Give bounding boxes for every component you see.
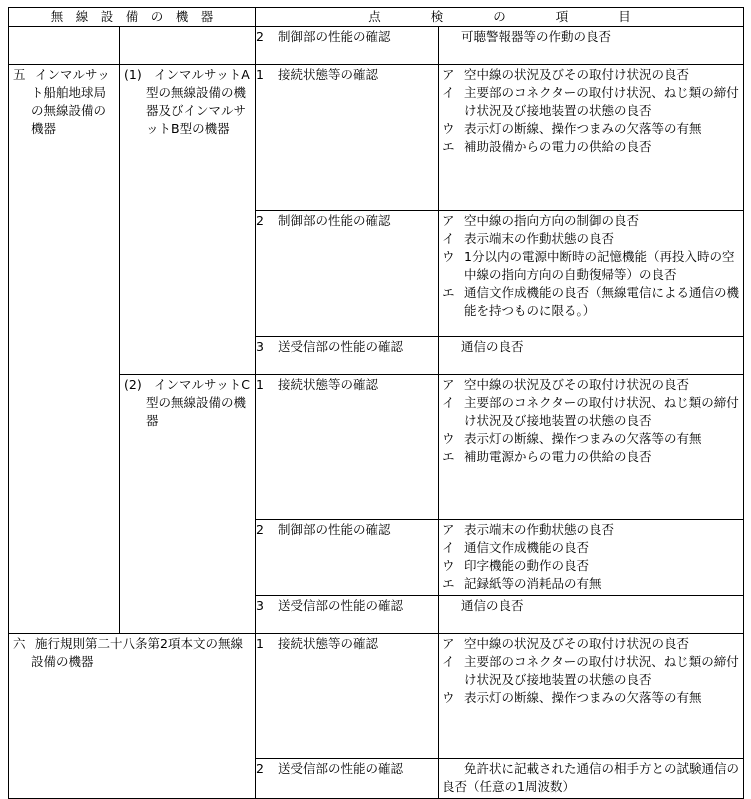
inspection-item: イ 表示端末の作動状態の良否	[442, 231, 615, 246]
header-equipment-label: 無 線 設 備 の 機 器	[50, 9, 214, 24]
inspection-item: ア 空中線の状況及びその取付け状況の良否	[442, 377, 690, 392]
check-cell	[256, 337, 439, 375]
inspection-item: ウ 表示灯の断線、操作つまみの欠落等の有無	[442, 690, 702, 705]
equipment-cell	[9, 65, 120, 634]
check-cell	[256, 520, 439, 596]
subequipment-cell-empty	[120, 27, 256, 65]
check-cell	[256, 65, 439, 211]
check-name: 送受信部の性能の確認	[278, 339, 404, 354]
section-name: 施行規則第二十八条第2項本文の無線設備の機器	[31, 636, 243, 669]
inspection-item: イ 主要部のコネクターの取付け状況、ねじ類の締付け状況及び接地装置の状態の良否	[442, 654, 739, 687]
subsection-number: (1)	[124, 67, 142, 82]
check-cell	[256, 759, 439, 799]
inspection-item: イ 主要部のコネクターの取付け状況、ねじ類の締付け状況及び接地装置の状態の良否	[442, 395, 739, 428]
check-cell	[256, 211, 439, 337]
check-name: 制御部の性能の確認	[278, 522, 391, 537]
check-name: 接続状態等の確認	[278, 377, 379, 392]
table-row	[9, 27, 744, 65]
header-equipment	[9, 8, 256, 27]
check-name: 送受信部の性能の確認	[278, 761, 404, 776]
items-cell	[439, 65, 744, 211]
section-name: インマルサット船舶地球局の無線設備の機器	[31, 67, 110, 136]
inspection-item: エ 通信文作成機能の良否（無線電信による通信の機能を持つものに限る。）	[442, 285, 740, 318]
subequipment-cell	[120, 65, 256, 375]
subsection-number: (2)	[124, 377, 142, 392]
header-row	[9, 8, 744, 27]
inspection-item: エ 記録紙等の消耗品の有無	[442, 576, 602, 591]
inspection-item: 通信の良否	[461, 598, 524, 613]
inspection-item: イ 主要部のコネクターの取付け状況、ねじ類の締付け状況及び接地装置の状態の良否	[442, 85, 739, 118]
items-cell	[439, 520, 744, 596]
items-cell	[439, 375, 744, 520]
section-number: 六	[13, 636, 26, 651]
table-row	[9, 634, 744, 759]
check-number: 1	[256, 636, 264, 651]
check-number: 2	[256, 29, 264, 44]
check-number: 3	[256, 598, 264, 613]
check-number: 1	[256, 67, 264, 82]
items-cell	[439, 759, 744, 799]
items-cell	[439, 27, 744, 65]
header-inspection-label: 点 検 の 項 目	[368, 9, 631, 24]
header-inspection	[256, 8, 744, 27]
inspection-item: エ 補助設備からの電力の供給の良否	[442, 139, 652, 154]
subsection-name: インマルサットA型の無線設備の機器及びインマルサットB型の機器	[146, 67, 250, 136]
inspection-item: ウ 印字機能の動作の良否	[442, 558, 590, 573]
check-number: 3	[256, 339, 264, 354]
check-cell	[256, 596, 439, 634]
check-number: 2	[256, 522, 264, 537]
equipment-cell-empty	[9, 27, 120, 65]
inspection-item: 通信の良否	[461, 339, 524, 354]
check-cell	[256, 634, 439, 759]
check-cell	[256, 375, 439, 520]
check-name: 接続状態等の確認	[278, 636, 379, 651]
check-cell	[256, 27, 439, 65]
inspection-item: ア 表示端末の作動状態の良否	[442, 522, 615, 537]
inspection-item: 可聴警報器等の作動の良否	[461, 29, 612, 44]
table-row	[9, 65, 744, 211]
subequipment-cell	[120, 375, 256, 634]
check-number: 1	[256, 377, 264, 392]
equipment-cell	[9, 634, 256, 799]
section-number: 五	[13, 67, 26, 82]
check-number: 2	[256, 213, 264, 228]
items-cell	[439, 634, 744, 759]
check-name: 送受信部の性能の確認	[278, 598, 404, 613]
table-row	[9, 375, 744, 520]
items-cell	[439, 211, 744, 337]
items-cell	[439, 337, 744, 375]
inspection-item: ア 空中線の状況及びその取付け状況の良否	[442, 67, 690, 82]
inspection-item: ウ 表示灯の断線、操作つまみの欠落等の有無	[442, 121, 702, 136]
inspection-item: ア 空中線の状況及びその取付け状況の良否	[442, 636, 690, 651]
check-name: 制御部の性能の確認	[278, 29, 391, 44]
subsection-name: インマルサットC型の無線設備の機器	[146, 377, 250, 428]
check-number: 2	[256, 761, 264, 776]
inspection-table	[8, 7, 744, 799]
check-name: 接続状態等の確認	[278, 67, 379, 82]
inspection-item: ウ 表示灯の断線、操作つまみの欠落等の有無	[442, 431, 702, 446]
inspection-item: イ 通信文作成機能の良否	[442, 540, 590, 555]
inspection-item: ウ 1分以内の電源中断時の記憶機能（再投入時の空中線の指向方向の自動復帰等）の良否	[442, 249, 735, 282]
inspection-item: 免許状に記載された通信の相手方との試験通信の良否（任意の1周波数）	[442, 761, 740, 794]
inspection-item: エ 補助電源からの電力の供給の良否	[442, 449, 652, 464]
inspection-item: ア 空中線の指向方向の制御の良否	[442, 213, 640, 228]
items-cell	[439, 596, 744, 634]
check-name: 制御部の性能の確認	[278, 213, 391, 228]
